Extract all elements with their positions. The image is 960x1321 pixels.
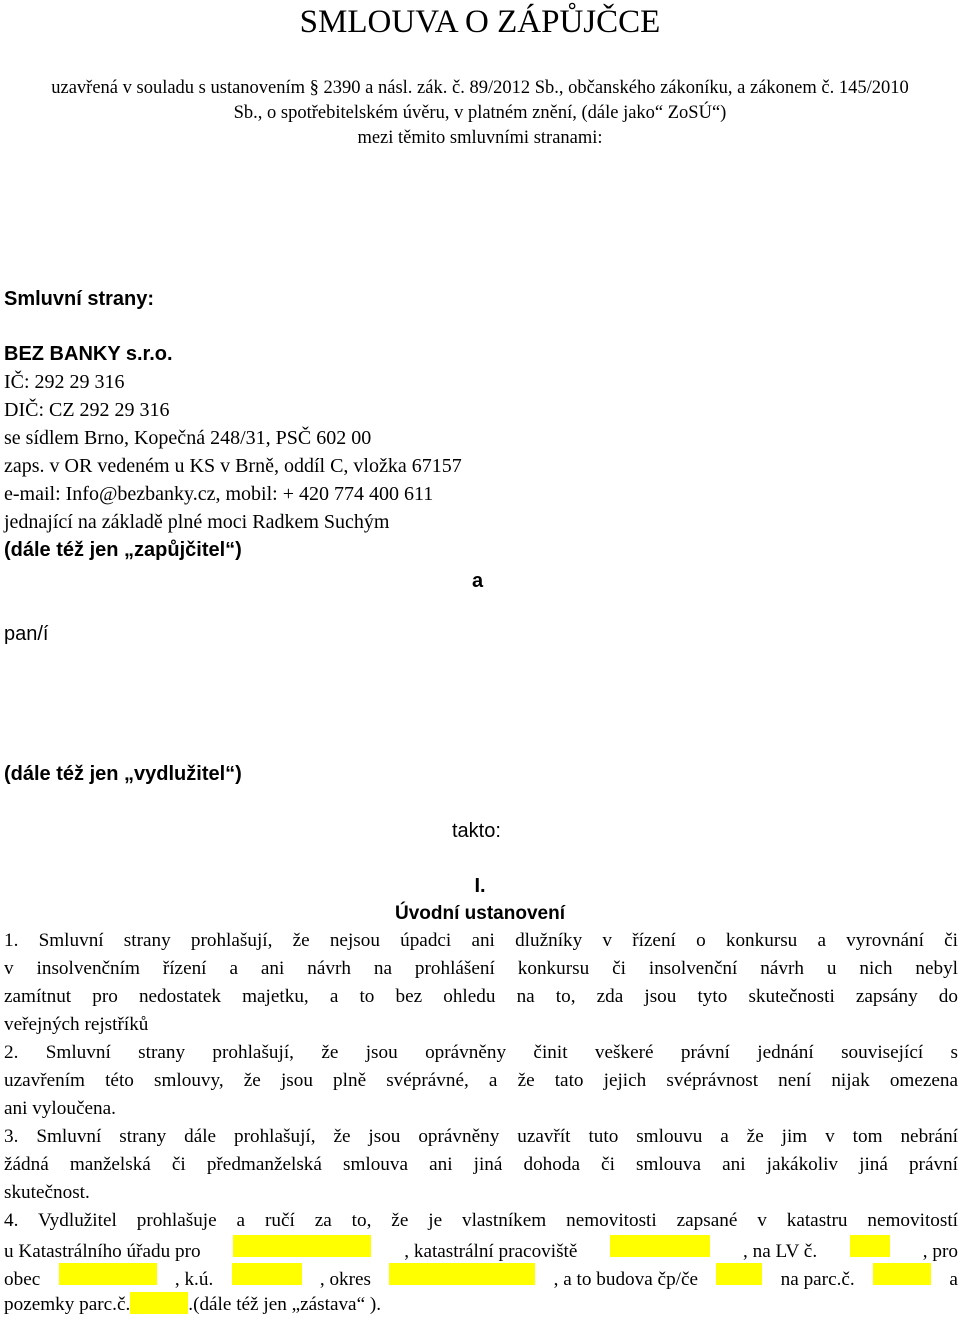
clause-2-line-3: ani vyloučena.: [4, 1098, 116, 1119]
clause-3-line-2: žádná manželská či předmanželská smlouva ani jiná dohoda či smlouva ani jakákoliv jiná právní: [4, 1154, 958, 1175]
section-title: Úvodní ustanovení: [395, 903, 565, 924]
clause-2-line-2: uzavřením této smlouvy, že jsou plně svéprávné, a že tato jejich svéprávnost není nijak omezena: [4, 1070, 958, 1091]
legal-basis-line-2: Sb., o spotřebitelském úvěru, v platném znění, (dále jako“ ZoSÚ“): [233, 103, 727, 123]
borrower-label: pan/í: [4, 623, 49, 645]
clause-4-line-4: [4, 1291, 958, 1319]
lender-name: BEZ BANKY s.r.o.: [4, 343, 173, 365]
clause-4-cadastral-area-label: , k.ú.: [174, 1269, 214, 1290]
clause-4-municipality-label: obec: [4, 1269, 41, 1290]
building-number-field[interactable]: [716, 1263, 762, 1285]
clause-4-and-label: a: [949, 1269, 958, 1290]
clause-4-line-3: [4, 1263, 958, 1294]
clause-4-workplace-label: , katastrální pracoviště: [404, 1241, 578, 1262]
takto-label: takto:: [452, 820, 501, 842]
cadastral-office-field[interactable]: [233, 1235, 371, 1257]
clause-4-for-label: , pro: [922, 1241, 958, 1262]
lender-ic: IČ: 292 29 316: [4, 371, 125, 393]
lv-number-field[interactable]: [850, 1235, 890, 1257]
parties-heading: Smluvní strany:: [4, 288, 155, 310]
clause-4-district-label: , okres: [319, 1269, 372, 1290]
clause-4-lv-label: , na LV č.: [743, 1241, 818, 1262]
district-field[interactable]: [389, 1263, 535, 1285]
document-title: SMLOUVA O ZÁPŮJČCE: [299, 4, 661, 40]
clause-3-line-1: 3. Smluvní strany dále prohlašují, že jsou oprávněny uzavřít tuto smlouvu a že jim v tom nebrání: [4, 1126, 958, 1147]
clause-4-line-1: 4. Vydlužitel prohlašuje a ručí za to, že je vlastníkem nemovitosti zapsané v katastru nemovitostí: [4, 1210, 958, 1231]
clause-4-line-2: [4, 1235, 958, 1266]
lender-contact: e-mail: Info@bezbanky.cz, mobil: + 420 774 400 611: [4, 483, 434, 505]
cadastral-workplace-field[interactable]: [610, 1235, 710, 1257]
lender-seat: se sídlem Brno, Kopečná 248/31, PSČ 602 00: [4, 427, 372, 449]
land-parcel-field[interactable]: [130, 1292, 188, 1314]
clause-1-line-2: v insolvenčním řízení a ani návrh na prohlášení konkursu či insolvenční návrh u nich nebyl: [4, 958, 958, 979]
clause-4-cadastral-office-label: u Katastrálního úřadu pro: [4, 1241, 201, 1262]
clause-3-line-3: skutečnost.: [4, 1182, 90, 1203]
clause-4-building-label: , a to budova čp/če: [553, 1269, 699, 1290]
cadastral-area-field[interactable]: [232, 1263, 302, 1285]
clause-4-land-parcel-label: pozemky parc.č.: [4, 1294, 131, 1315]
borrower-role: (dále též jen „vydlužitel“): [4, 763, 242, 785]
clause-4-parcel-label: na parc.č.: [780, 1269, 855, 1290]
clause-1-line-1: 1. Smluvní strany prohlašují, že nejsou úpadci ani dlužníky v řízení o konkursu a vyrovnání či: [4, 930, 958, 951]
section-number: I.: [474, 875, 486, 897]
lender-representation: jednající na základě plné moci Radkem Suchým: [4, 511, 390, 533]
conjunction: a: [472, 570, 484, 592]
municipality-field[interactable]: [59, 1263, 157, 1285]
clause-1-line-4: veřejných rejstříků: [4, 1014, 149, 1035]
lender-dic: DIČ: CZ 292 29 316: [4, 399, 170, 421]
clause-1-line-3: zamítnut pro nedostatek majetku, a to bez ohledu na to, zda jsou tyto skutečnosti zapsány do: [4, 986, 958, 1007]
legal-basis-line-3: mezi těmito smluvními stranami:: [357, 128, 603, 148]
clause-4-collateral-label: .(dále též jen „zástava“ ).: [188, 1294, 382, 1315]
clause-2-line-1: 2. Smluvní strany prohlašují, že jsou oprávněny činit veškeré právní jednání související s: [4, 1042, 958, 1063]
legal-basis-line-1: uzavřená v souladu s ustanovením § 2390 a násl. zák. č. 89/2012 Sb., občanského zákoníku, a zákonem č. 145/2010: [51, 78, 909, 98]
building-parcel-field[interactable]: [873, 1263, 931, 1285]
lender-role: (dále též jen „zapůjčitel“): [4, 539, 242, 561]
lender-register: zaps. v OR vedeném u KS v Brně, oddíl C, vložka 67157: [4, 455, 462, 477]
